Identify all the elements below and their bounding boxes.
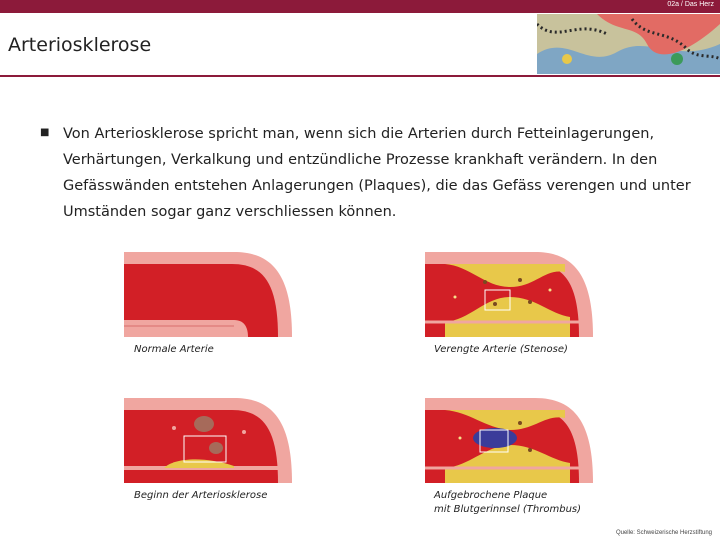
- caption-ruptured-plaque-line2: mit Blutgerinnsel (Thrombus): [434, 504, 582, 515]
- normal-artery-illustration: [124, 242, 294, 337]
- stenosis-illustration: [425, 242, 595, 337]
- header-divider: [0, 75, 720, 77]
- header-illustration-graphic: [537, 14, 720, 74]
- bullet-paragraph: Von Arteriosklerose spricht man, wenn sich die Arterien durch Fetteinlagerungen, Verhärtungen, Verkalkung und entzündliche Prozesse krankhaft verändern. In den Gefässwänden entstehen Anlagerungen (Plaques), die das Gefäss verengen und unter Umständen sogar ganz verschliessen können.: [63, 126, 691, 220]
- caption-early-atherosclerosis: Beginn der Arteriosklerose: [134, 490, 268, 501]
- caption-ruptured-plaque-line1: Aufgebrochene Plaque: [434, 490, 548, 501]
- section-label: 02a / Das Herz: [667, 1, 714, 8]
- source-credit: Quelle: Schweizerische Herzstiftung: [615, 530, 712, 536]
- ruptured-plaque-illustration: [425, 388, 595, 483]
- bullet-marker: ■: [40, 127, 50, 138]
- caption-stenosis: Verengte Arterie (Stenose): [434, 344, 568, 355]
- figure-ruptured-plaque: [425, 388, 595, 483]
- figure-early-atherosclerosis: [124, 388, 294, 483]
- caption-ruptured-plaque: [434, 489, 581, 517]
- top-bar: [0, 0, 720, 13]
- early-atherosclerosis-illustration: [124, 388, 294, 483]
- caption-normal-artery: Normale Arterie: [134, 344, 214, 355]
- figure-normal-artery: [124, 242, 294, 337]
- page-title: Arteriosklerose: [8, 34, 152, 56]
- figure-stenosis: [425, 242, 595, 337]
- header-illustration: [537, 14, 720, 74]
